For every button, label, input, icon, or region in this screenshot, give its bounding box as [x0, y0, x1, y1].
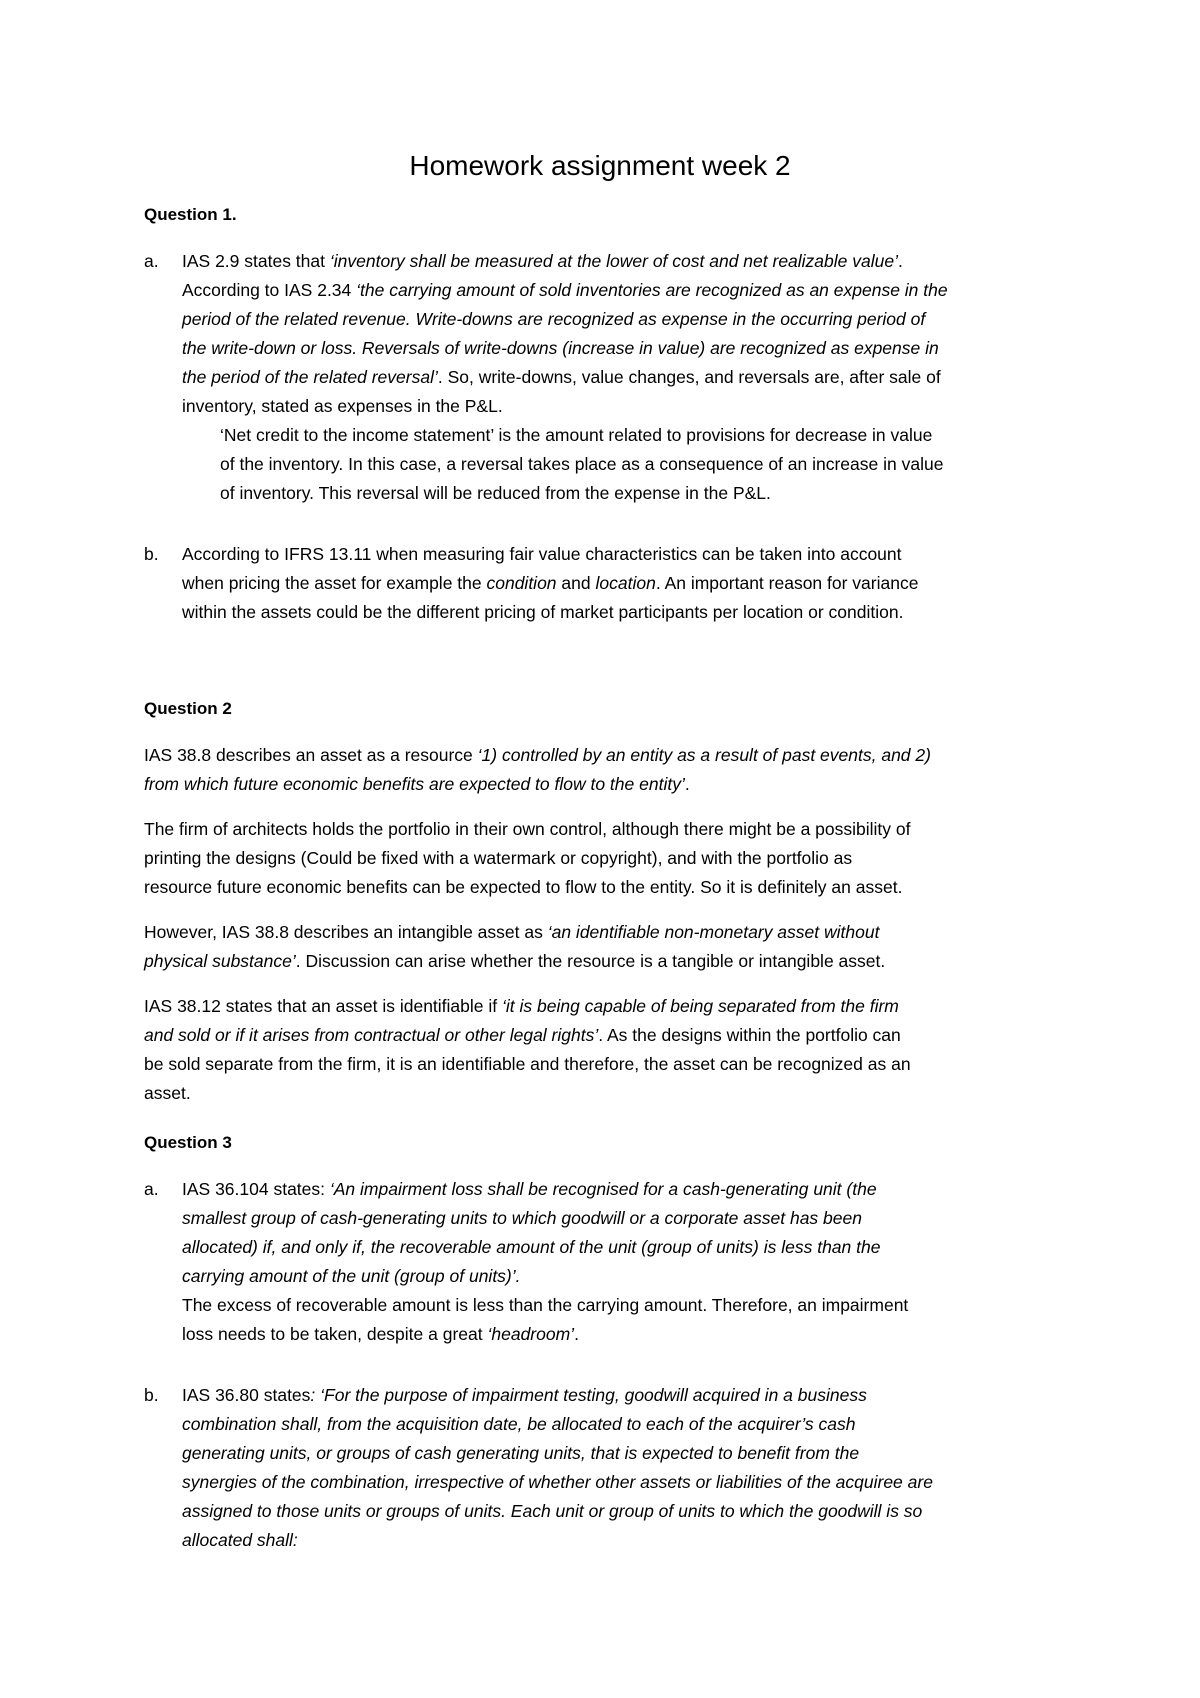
q1a-line-3: period of the related revenue. Write-downs are recognized as expense in the occurring period of [182, 309, 926, 329]
q1-item-a-marker: a. [144, 251, 159, 271]
q3b-line-1: IAS 36.80 states: ‘For the purpose of impairment testing, goodwill acquired in a business [182, 1385, 867, 1405]
q2-p1-line-1: IAS 38.8 describes an asset as a resource ‘1) controlled by an entity as a result of past events, and 2) [144, 745, 931, 765]
q2-p3-line-2: physical substance’. Discussion can arise whether the resource is a tangible or intangible asset. [144, 951, 886, 971]
q3b-line-4: synergies of the combination, irrespective of whether other assets or liabilities of the acquiree are [182, 1472, 933, 1492]
q2-p2-line-1: The firm of architects holds the portfolio in their own control, although there might be a possibility of [144, 819, 911, 839]
q1a-line-7: ‘Net credit to the income statement’ is the amount related to provisions for decrease in value [220, 425, 933, 445]
q3a-line-2: smallest group of cash-generating units to which goodwill or a corporate asset has been [182, 1208, 862, 1228]
q3b-line-2: combination shall, from the acquisition date, be allocated to each of the acquirer’s cash [182, 1414, 856, 1434]
q3b-line-3: generating units, or groups of cash generating units, that is expected to benefit from the [182, 1443, 860, 1463]
q1b-line-3: within the assets could be the different pricing of market participants per location or condition. [182, 602, 904, 622]
q2-p3-line-1: However, IAS 38.8 describes an intangible asset as ‘an identifiable non-monetary asset without [144, 922, 880, 942]
q1a-line-4: the write-down or loss. Reversals of write-downs (increase in value) are recognized as expense in [182, 338, 939, 358]
q3b-line-6: allocated shall: [182, 1530, 298, 1550]
q3a-line-5: The excess of recoverable amount is less than the carrying amount. Therefore, an impairment [182, 1295, 909, 1315]
question-3-heading: Question 3 [144, 1133, 232, 1152]
q2-p4-line-2: and sold or if it arises from contractual or other legal rights’. As the designs within the portfolio can [144, 1025, 901, 1045]
q3b-line-5: assigned to those units or groups of units. Each unit or group of units to which the goodwill is so [182, 1501, 923, 1521]
q3a-line-4: carrying amount of the unit (group of units)’. [182, 1266, 521, 1286]
q2-p4-line-3: be sold separate from the firm, it is an identifiable and therefore, the asset can be recognized as an [144, 1054, 911, 1074]
q1a-line-6: inventory, stated as expenses in the P&L. [182, 396, 503, 416]
q2-p2-line-3: resource future economic benefits can be expected to flow to the entity. So it is definitely an asset. [144, 877, 903, 897]
q3a-line-3: allocated) if, and only if, the recoverable amount of the unit (group of units) is less than the [182, 1237, 881, 1257]
q1a-line-1: IAS 2.9 states that ‘inventory shall be measured at the lower of cost and net realizable value’. [182, 251, 903, 271]
q1a-line-8: of the inventory. In this case, a reversal takes place as a consequence of an increase in value [220, 454, 944, 474]
document-title: Homework assignment week 2 [409, 150, 791, 181]
q1-item-b-marker: b. [144, 544, 159, 564]
q3-item-a-marker: a. [144, 1179, 159, 1199]
q2-p2-line-2: printing the designs (Could be fixed with a watermark or copyright), and with the portfolio as [144, 848, 853, 868]
q3a-line-1: IAS 36.104 states: ‘An impairment loss shall be recognised for a cash-generating unit (the [182, 1179, 877, 1199]
q1b-line-2: when pricing the asset for example the condition and location. An important reason for variance [182, 573, 919, 593]
q2-p1-line-2: from which future economic benefits are expected to flow to the entity’. [144, 774, 690, 794]
q1a-line-5: the period of the related reversal’. So, write-downs, value changes, and reversals are, after sale of [182, 367, 941, 387]
q2-p4-line-1: IAS 38.12 states that an asset is identifiable if ‘it is being capable of being separated from the firm [144, 996, 899, 1016]
q3-item-b-marker: b. [144, 1385, 159, 1405]
q1b-line-1: According to IFRS 13.11 when measuring fair value characteristics can be taken into account [182, 544, 902, 564]
q2-p4-line-4: asset. [144, 1083, 191, 1103]
question-2-heading: Question 2 [144, 699, 232, 718]
q3a-line-6: loss needs to be taken, despite a great ‘headroom’. [182, 1324, 579, 1344]
q1a-line-9: of inventory. This reversal will be reduced from the expense in the P&L. [220, 483, 771, 503]
question-1-heading: Question 1. [144, 205, 237, 224]
q1a-line-2: According to IAS 2.34 ‘the carrying amount of sold inventories are recognized as an expense in the [182, 280, 948, 300]
